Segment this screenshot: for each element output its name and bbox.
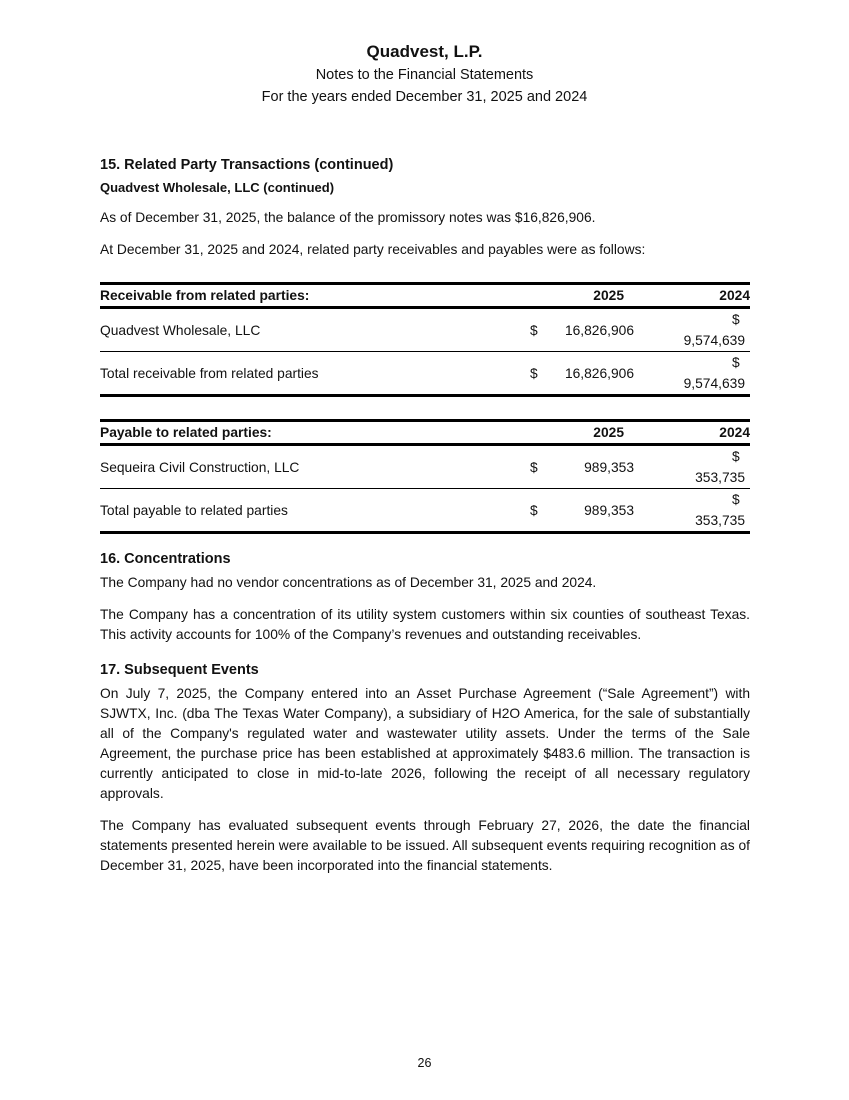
company-name: Quadvest, L.P.: [366, 42, 483, 61]
reporting-period: For the years ended December 31, 2025 and 2024: [261, 89, 588, 105]
amount: 9,574,639: [683, 333, 745, 348]
year-label: 2025: [593, 288, 624, 303]
currency-symbol: $: [732, 355, 740, 370]
amount: 16,826,906: [564, 322, 634, 338]
value-2025: [530, 445, 634, 489]
asset-purchase-paragraph: On July 7, 2025, the Company entered into an Asset Purchase Agreement (“Sale Agreement”) with SJWTX, Inc. (dba The Texas Water Company), a subsidiary of H2O America, for the sale of substantially all of the Company's regulated water and wastewater utility assets. Under the terms of the Sale Agreement, the purchase price has been established at approximately $483.6 million. The transaction is currently anticipated to close in mid-to-late 2026, following the receipt of all necessary regulatory approvals.: [100, 686, 750, 801]
receivables-year-2024: 2024: [634, 284, 750, 308]
promissory-note-paragraph: As of December 31, 2025, the balance of the promissory notes was $16,826,906.: [100, 210, 596, 225]
receivables-table: [100, 282, 750, 397]
section-17-heading: 17. Subsequent Events: [100, 662, 259, 678]
value-2024: [634, 445, 750, 489]
currency-symbol: $: [530, 365, 538, 381]
section-15-subheading: Quadvest Wholesale, LLC (continued): [100, 180, 335, 195]
currency-symbol: $: [732, 449, 740, 464]
row-label: Sequeira Civil Construction, LLC: [100, 445, 530, 489]
value-2025: [530, 489, 634, 533]
section-15-heading: 15. Related Party Transactions (continued): [100, 157, 394, 173]
row-label: Total payable to related parties: [100, 489, 530, 533]
currency-symbol: $: [530, 502, 538, 518]
vendor-concentration-paragraph: The Company had no vendor concentrations as of December 31, 2025 and 2024.: [100, 575, 597, 590]
table-total-row: [100, 489, 750, 533]
page-number: 26: [417, 1056, 432, 1070]
table-header-row: [100, 284, 750, 308]
payables-year-2025: [530, 421, 634, 445]
currency-symbol: $: [530, 322, 538, 338]
amount: 16,826,906: [564, 365, 634, 381]
value-2024: [634, 489, 750, 533]
receivables-year-2025: [530, 284, 634, 308]
payables-header-label: Payable to related parties:: [100, 421, 530, 445]
related-party-intro-paragraph: At December 31, 2025 and 2024, related party receivables and payables were as follows:: [100, 242, 646, 257]
currency-symbol: $: [732, 312, 740, 327]
page-header: [0, 40, 849, 108]
year-label: 2025: [593, 425, 624, 440]
amount: 989,353: [584, 502, 634, 518]
row-label: Quadvest Wholesale, LLC: [100, 308, 530, 352]
section-16-heading: 16. Concentrations: [100, 551, 231, 567]
amount: 353,735: [695, 470, 745, 485]
value-2025: [530, 352, 634, 396]
table-row: [100, 308, 750, 352]
amount: 9,574,639: [683, 376, 745, 391]
document-subtitle: Notes to the Financial Statements: [315, 67, 534, 83]
table-total-row: [100, 352, 750, 396]
payables-table: [100, 419, 750, 534]
row-label: Total receivable from related parties: [100, 352, 530, 396]
subsequent-events-paragraph: The Company has evaluated subsequent events through February 27, 2026, the date the financial statements presented herein were available to be issued. All subsequent events requiring recognition as of December 31, 2025, have been incorporated into the financial statements.: [100, 818, 750, 873]
receivables-header-label: Receivable from related parties:: [100, 284, 530, 308]
amount: 353,735: [695, 513, 745, 528]
amount: 989,353: [584, 459, 634, 475]
payables-year-2024: 2024: [634, 421, 750, 445]
value-2024: [634, 352, 750, 396]
currency-symbol: $: [530, 459, 538, 475]
table-header-row: [100, 421, 750, 445]
customer-concentration-paragraph: The Company has a concentration of its utility system customers within six counties of southeast Texas. This activity accounts for 100% of the Company’s revenues and outstanding receivables.: [100, 607, 750, 642]
page-content: [100, 154, 750, 876]
value-2025: [530, 308, 634, 352]
value-2024: [634, 308, 750, 352]
table-row: [100, 445, 750, 489]
currency-symbol: $: [732, 492, 740, 507]
